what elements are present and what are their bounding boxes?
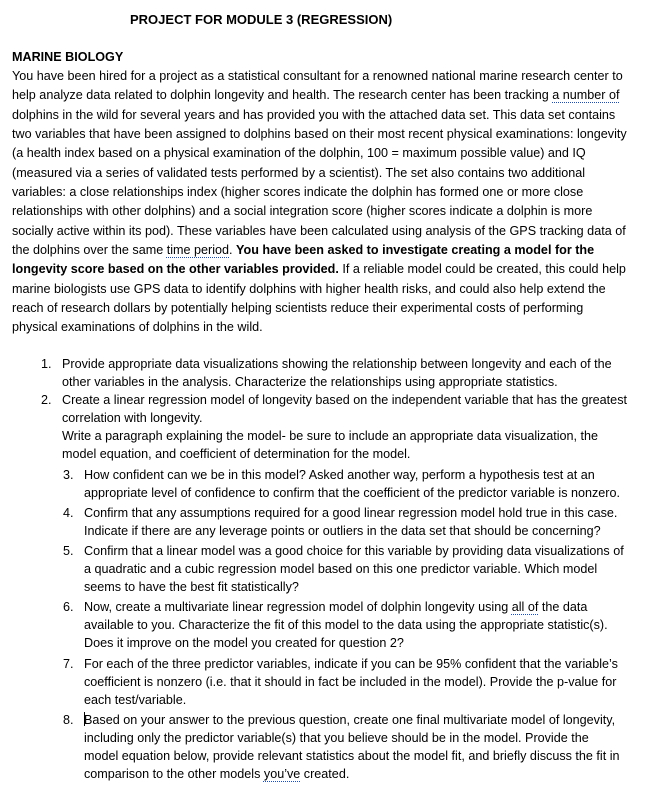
list-item-text: [84, 713, 620, 781]
list-number: 2.: [41, 393, 52, 408]
spellcheck-word: you’ve: [263, 767, 301, 782]
list-item-1: [0, 355, 628, 391]
list-item-5: [0, 542, 624, 596]
intro-text-1: You have been hired for a project as a statistical consultant for a renowned national marine research center to help analyze data related to dolphin longevity and health. The research center has been tracking: [12, 69, 623, 103]
list-number: 8.: [63, 712, 74, 727]
list-item-text: Create a linear regression model of longevity based on the independent variable that has the greatest correlation with longevity.: [62, 393, 627, 426]
list-number: 1.: [41, 357, 52, 371]
section-heading: MARINE BIOLOGY: [12, 50, 124, 64]
list-item-text: How confident can we be in this model? Asked another way, perform a hypothesis test at an appropriate level of confidence to confirm that the coefficient of the predictor variable is nonzero.: [84, 467, 621, 500]
list-item-7: [0, 655, 624, 709]
list-item-8: [0, 711, 624, 783]
list-item-text: Confirm that any assumptions required for a good linear regression model hold true in this case. Indicate if there are any leverage points or outliers in the data set that should be concerning?: [84, 505, 618, 538]
document-title: PROJECT FOR MODULE 3 (REGRESSION): [130, 12, 393, 27]
list-item-text: For each of the three predictor variables, indicate if you can be 95% confident that the variable’s coefficient is nonzero (i.e. that it should in fact be included in the model). Provide the p-value for each test/variable.: [84, 656, 618, 707]
list-item-text-continued: Write a paragraph explaining the model- be sure to include an appropriate data visualization, the model equation, and coefficient of determination for the model.: [62, 429, 599, 462]
list-item-3: [0, 466, 624, 502]
intro-bold-text: You have been asked to investigate creating a model for the longevity score based on the other variables provided.: [12, 243, 595, 277]
list-number: 5.: [63, 543, 74, 558]
list-item-2: [0, 391, 628, 463]
intro-text-4: If a reliable model could be created, this could help marine biologists use GPS data to identify dolphins with higher health risks, and could also help extend the reach of research dollars by potentially helping scientists reduce their experimental costs of performing physical examinations of dolphins in the wild.: [12, 262, 626, 335]
list-number: 6.: [63, 600, 74, 615]
list-item-6: [0, 598, 624, 652]
intro-spellcheck-2: time period: [166, 243, 230, 258]
list-text-part: the data available to you. Characterize the fit of this model to the data using the appropriate statistic(s). Does it improve on the model you created for question 2?: [84, 600, 608, 651]
question-list: [0, 355, 666, 783]
list-item-text: Confirm that a linear model was a good choice for this variable by providing data visualizations of a quadratic and a cubic regression model based on this one predictor variable. Which model seems to have the best fit statistically?: [84, 543, 624, 595]
intro-spellcheck-1: a number of: [552, 88, 620, 103]
list-number: 7.: [63, 656, 74, 671]
list-item-text: Provide appropriate data visualizations showing the relationship between longevity and each of the other variables in the analysis. Characterize the relationships using appropriate statistics.: [62, 357, 612, 390]
list-text-part: Based on your answer to the previous question, create one final multivariate model of longevity, including only the predictor variable(s) that you believe should be in the model. Provide the model equation below, provide relevant statistics about the model fit, and briefly discuss the fit in comparison to the other models: [84, 712, 620, 782]
list-item-text: [84, 600, 608, 650]
list-number: 4.: [63, 505, 74, 520]
intro-paragraph: [12, 67, 630, 338]
list-text-part: Now, create a multivariate linear regression model of dolphin longevity using: [84, 600, 512, 615]
intro-text-3: .: [229, 243, 237, 258]
intro-text-2: dolphins in the wild for several years and has provided you with the attached data set. This data set contains two variables that have been assigned to dolphins based on their most recent physical examinations: longevity (a health index based on a physical examination of the dolphin, 100 = maximum possible value) and IQ (measured via a series of validated tests performed by a scientist). The set also contains two additional variables: a close relationships index (higher scores indicate the dolphin has formed one or more close relationships with other dolphins) and a social integration score (higher scores indicate a dolphin is more socially active within its pod). These variables have been calculated using analysis of the GPS tracking data of the dolphins over the same: [12, 107, 627, 258]
spellcheck-word: all of: [511, 600, 539, 615]
list-number: 3.: [63, 467, 74, 482]
list-item-4: [0, 504, 624, 540]
list-text-part: created.: [300, 767, 350, 782]
